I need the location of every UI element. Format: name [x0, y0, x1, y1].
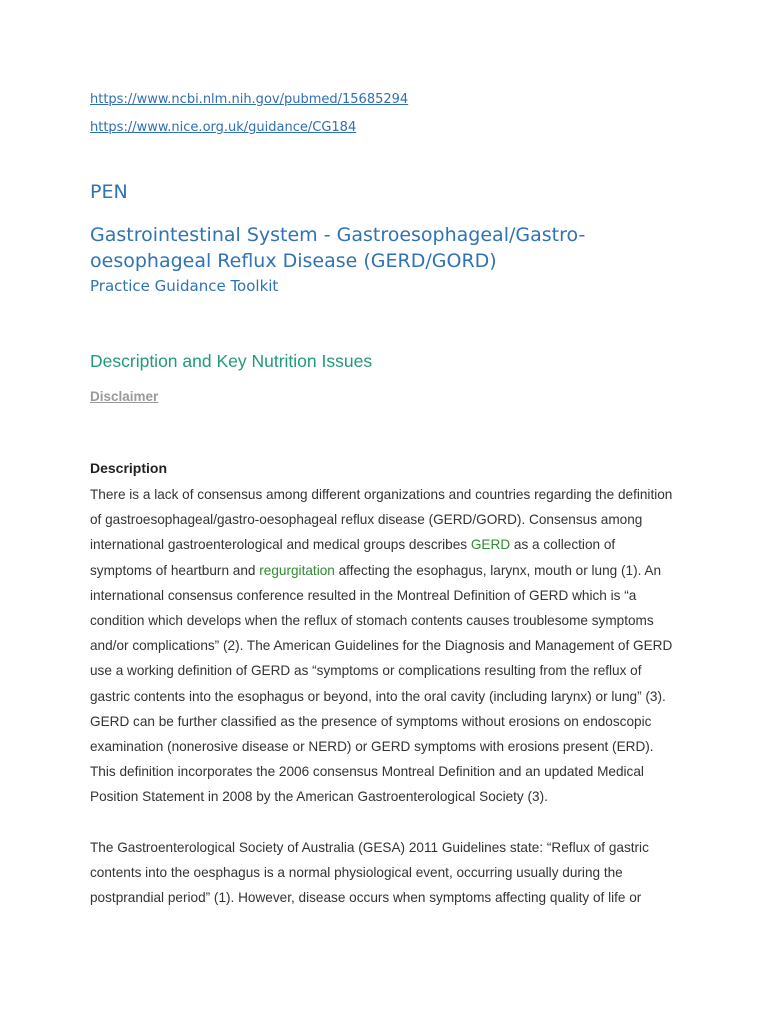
document-subtitle: Practice Guidance Toolkit — [90, 277, 279, 295]
brand-heading: PEN — [90, 181, 128, 203]
gesa-paragraph: The Gastroenterological Society of Australia (GESA) 2011 Guidelines state: “Reflux of gastric contents into the oesphagus is a normal physiological event, occurring usually during the postprandial period” (1). However, disease occurs when symptoms affecting quality of life or — [90, 840, 649, 906]
paragraph-text: affecting the esophagus, larynx, mouth or lung (1). An international consensus conference resulted in the Montreal Definition of GERD which is “a condition which develops when the reflux of stomach contents causes troublesome symptoms and/or complications” (2). The American Guidelines for the Diagnosis and Management of GERD use a working definition of GERD as “symptoms or complications resulting from the reflux of gastric contents into the esophagus or beyond, into the oral cavity (including larynx) or lung” (3). GERD can be further classified as the presence of symptoms without erosions on endoscopic examination (nonerosive disease or NERD) or GERD symptoms with erosions present (ERD). This definition incorporates the 2006 consensus Montreal Definition and an updated Medical Position Statement in 2008 by the American Gastroenterological Society (3). — [90, 562, 673, 805]
regurgitation-link[interactable]: regurgitation — [259, 562, 335, 578]
pubmed-link[interactable]: https://www.ncbi.nlm.nih.gov/pubmed/15685294 — [90, 92, 409, 107]
paragraph-text: There is a lack of consensus among different organizations and countries regarding the definition of gastroesophageal/gastro-oesophageal reflux disease (GERD/GORD). Consensus among international gastroenterological and medical groups describes — [90, 487, 673, 553]
paragraph-text: as a collection of symptoms of heartburn and — [90, 537, 616, 578]
section-heading: Description and Key Nutrition Issues — [90, 351, 373, 371]
disclaimer-link[interactable]: Disclaimer — [90, 389, 159, 404]
document-title: Gastrointestinal System - Gastroesophageal/Gastro-oesophageal Reflux Disease (GERD/GORD) — [90, 224, 586, 272]
description-paragraph — [90, 482, 680, 810]
description-heading: Description — [90, 460, 168, 476]
gerd-link[interactable]: GERD — [470, 537, 511, 553]
nice-guidance-link[interactable]: https://www.nice.org.uk/guidance/CG184 — [90, 120, 357, 135]
